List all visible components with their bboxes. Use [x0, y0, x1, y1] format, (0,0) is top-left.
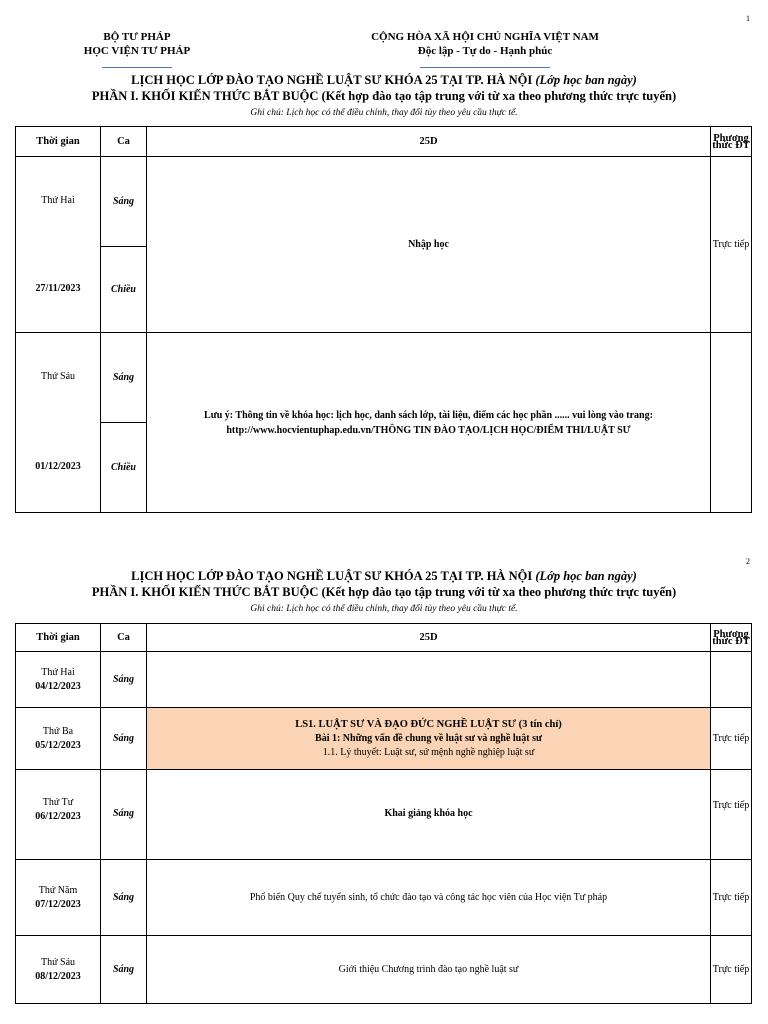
col-time-header: Thời gian [16, 127, 101, 157]
method-cell [711, 333, 752, 513]
lesson-topic: 1.1. Lý thuyết: Luật sư, sứ mệnh nghề nghiệp luật sư [322, 746, 535, 758]
table-row [16, 652, 752, 708]
schedule-note: Ghi chú: Lịch học có thể điều chỉnh, thay đổi tùy theo yêu cầu thực tế. [250, 604, 518, 614]
day-cell: Thứ Năm 07/12/2023 [16, 860, 101, 936]
schedule-title: LỊCH HỌC LỚP ĐÀO TẠO NGHỀ LUẬT SƯ KHÓA 25 TẠI TP. HÀ NỘI (Lớp học ban ngày) [131, 73, 637, 87]
shift-cell: Sáng [101, 157, 147, 247]
day-cell: Thứ Sáu 01/12/2023 [16, 333, 101, 513]
schedule-subtitle: PHẦN I. KHỐI KIẾN THỨC BẮT BUỘC (Kết hợp đào tạo tập trung với từ xa theo phương thức trực tuyến) [91, 89, 677, 103]
shift-cell: Sáng [101, 708, 147, 770]
schedule-title: LỊCH HỌC LỚP ĐÀO TẠO NGHỀ LUẬT SƯ KHÓA 25 TẠI TP. HÀ NỘI (Lớp học ban ngày) [131, 569, 637, 583]
day-cell: Thứ Hai 04/12/2023 [16, 652, 101, 708]
table-header-row [16, 127, 752, 157]
content-cell: Phổ biến Quy chế tuyển sinh, tổ chức đào tạo và công tác học viên của Học viện Tư pháp [147, 860, 711, 936]
motto-underline [420, 67, 550, 68]
table-row [16, 708, 752, 770]
notice-link: http://www.hocvientuphap.edu.vn/THÔNG TIN ĐÀO TẠO/LỊCH HỌC/ĐIỂM THI/LUẬT SƯ [226, 424, 631, 436]
method-cell: Trực tiếp [711, 157, 752, 333]
content-cell-highlighted [147, 708, 711, 770]
nation-motto: Độc lập - Tự do - Hạnh phúc [417, 45, 553, 57]
page-number: 2 [746, 557, 750, 566]
table-row [16, 936, 752, 1004]
page-number: 1 [746, 14, 750, 23]
table-header-row [16, 624, 752, 652]
content-cell [147, 652, 711, 708]
method-cell: Trực tiếp [711, 860, 752, 936]
academy-name: HỌC VIỆN TƯ PHÁP [83, 45, 191, 57]
col-shift-header: Ca [101, 624, 147, 652]
schedule-subtitle: PHẦN I. KHỐI KIẾN THỨC BẮT BUỘC (Kết hợp đào tạo tập trung với từ xa theo phương thức trực tuyến) [91, 585, 677, 599]
day-cell: Thứ Hai 27/11/2023 [16, 157, 101, 333]
method-cell: Trực tiếp [711, 936, 752, 1004]
shift-cell: Sáng [101, 333, 147, 423]
table-row [16, 157, 752, 247]
method-cell [711, 652, 752, 708]
schedule-table-page2 [15, 623, 752, 1004]
col-method-header: Phương thức ĐT [711, 624, 752, 652]
table-row [16, 333, 752, 423]
shift-cell: Sáng [101, 770, 147, 860]
schedule-note: Ghi chú: Lịch học có thể điều chỉnh, thay đổi tùy theo yêu cầu thực tế. [250, 108, 518, 118]
shift-cell: Chiều [101, 423, 147, 513]
table-row [16, 770, 752, 860]
header-underline [102, 67, 172, 68]
col-time-header: Thời gian [16, 624, 101, 652]
shift-cell: Chiều [101, 247, 147, 333]
col-shift-header: Ca [101, 127, 147, 157]
ministry-header [62, 30, 212, 72]
day-cell: Thứ Tư 06/12/2023 [16, 770, 101, 860]
method-cell: Trực tiếp [711, 770, 752, 860]
col-class-header: 25D [147, 127, 711, 157]
table-row [16, 860, 752, 936]
content-cell: Nhập học [147, 157, 711, 333]
content-cell: Giới thiệu Chương trình đào tạo nghề luật sư [147, 936, 711, 1004]
content-cell: Khai giảng khóa học [147, 770, 711, 860]
nation-header [345, 30, 625, 72]
day-cell: Thứ Sáu 08/12/2023 [16, 936, 101, 1004]
col-class-header: 25D [147, 624, 711, 652]
shift-cell: Sáng [101, 860, 147, 936]
lesson-title: Bài 1: Những vấn đề chung về luật sư và nghề luật sư [315, 732, 542, 744]
day-cell: Thứ Ba 05/12/2023 [16, 708, 101, 770]
col-method-header: Phương thức ĐT [711, 127, 752, 157]
shift-cell: Sáng [101, 936, 147, 1004]
ministry-name: BỘ TƯ PHÁP [103, 31, 171, 43]
content-cell [147, 333, 711, 513]
schedule-table-page1 [15, 126, 752, 513]
course-title: LS1. LUẬT SƯ VÀ ĐẠO ĐỨC NGHỀ LUẬT SƯ (3 tín chỉ) [295, 718, 562, 730]
notice-text: Lưu ý: Thông tin về khóa học: lịch học, danh sách lớp, tài liệu, điểm các học phần ...... vui lòng vào trang: [204, 409, 653, 421]
shift-cell: Sáng [101, 652, 147, 708]
method-cell: Trực tiếp [711, 708, 752, 770]
nation-name: CỘNG HÒA XÃ HỘI CHỦ NGHĨA VIỆT NAM [371, 31, 599, 43]
